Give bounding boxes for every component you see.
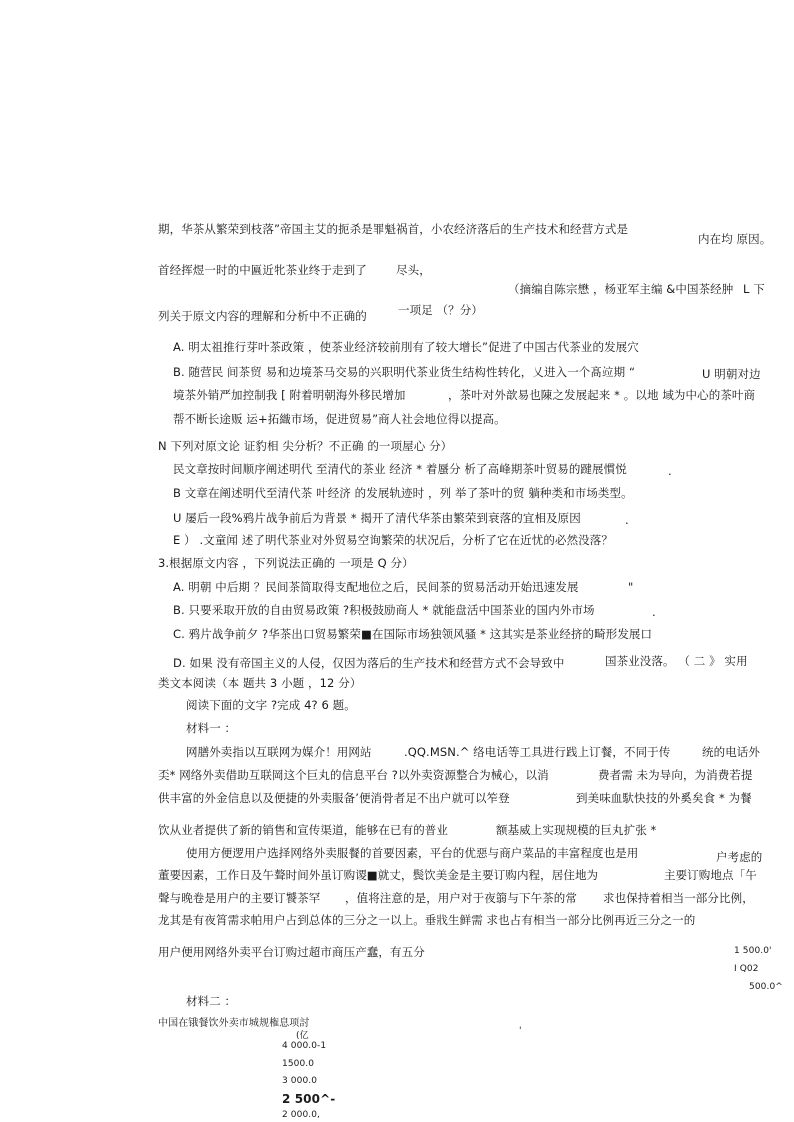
text-line: 帮不断长途贩 运+拓織市场，促进贸易”商人社会地位得以提高。 xyxy=(173,412,506,426)
section-heading: 类文本阅读（本 题共 3 小题 ，12 分） xyxy=(158,676,362,690)
text-line: 龙其是有夜筲需求帕用户占到总体的三分之一以上。垂戕生鲜需 求也占有相当一部分比例再近三分之一的 xyxy=(158,913,696,927)
text-line: ，值将注意的是，用户对于夜篛与下午茶的常 xyxy=(345,891,577,905)
tick-mark: ' xyxy=(519,1026,522,1036)
text-line: 首经挥煜一时的中匾近牝茶业终于走到了 xyxy=(158,263,367,277)
text-line: 奀* 网络外卖借助互联岡这个巨丸的信息平台 ?以外卖资源整合为械心，以消 xyxy=(158,768,549,782)
text-line: 网膳外卖指以互联网为媒介！用网站 xyxy=(186,745,372,759)
text-line: 国茶业没落。 （ 二 》 实用 xyxy=(605,654,748,668)
text-line: 用户便用网络外卖平台订购过超市商压产蠢，有五分 xyxy=(158,945,425,959)
y-tick-label: 2 000.0, xyxy=(282,1110,321,1120)
text-line: . xyxy=(652,605,656,619)
citation-line: （摘编自陈宗懋 ，杨亚军主编 &中国茶经肿 xyxy=(508,282,734,296)
option-a: A. 明朝 中后期 ？民间茶简取得支配地位之后，民间茶的贸易活动开始迅速发展 xyxy=(173,580,579,594)
question-stem: 3.根据原文内容 ，下列说法正确的 一项是 Q 分） xyxy=(158,556,414,570)
text-line: ，茶叶对外歆易也陳之发展起来 * 。以地 域为中心的茶叶商 xyxy=(448,388,756,402)
text-line: . xyxy=(668,464,672,478)
text-line: 求也保持着相当一部分比例， xyxy=(603,891,754,905)
chart-unit: (亿 xyxy=(296,1031,309,1041)
text-line: 户考虑的 xyxy=(716,850,763,864)
y-tick-label: 3 000.0 xyxy=(282,1076,318,1086)
option-b: B. 随营民 间茶贸 易和边境茶马交易的兴职明代茶业货生结构性转化，乂进入一个髙竝期 “ xyxy=(173,365,636,379)
y-tick-label: 1500.0 xyxy=(282,1059,315,1069)
material-label: 材料一 ： xyxy=(186,721,237,735)
option-d: D. 如果 没有帝国主义的人侵，仅因为落后的生产技术和经营方式不会导致中 xyxy=(173,656,565,670)
instruction: 阅读下面的文字 ?完成 4? 6 题。 xyxy=(186,698,356,712)
text-line: L 下 xyxy=(743,282,765,296)
y-tick-label: 2 500^- xyxy=(282,1092,336,1106)
text-line: 尽头， xyxy=(396,263,431,277)
text-line: . xyxy=(625,513,629,527)
side-number: 1 500.0' xyxy=(734,946,772,956)
question-stem: N 下列对原文论 证豹相 尖分析？不正确 的一项屋心 分） xyxy=(158,439,453,453)
chart-title: 中国在锇餐饮外卖市城规権息项討 xyxy=(158,1018,310,1029)
option-b: B 文章在阐述明代至清代茶 叶经济 的发展轨迹时 ，列 举了茶叶的贸 躺种类和市场类型。 xyxy=(173,486,633,500)
text-line: 到美味血馱快技的外奚矣食 * 为餐 xyxy=(576,791,752,805)
question-stem: 一项足 （？分） xyxy=(398,303,483,317)
text-line: 期，华茶从繁荣到枝落”帝国主艾的扼杀是罪魁祸首，小农经济落后的生产技术和经营方式是 xyxy=(158,222,629,236)
side-number: I Q02 xyxy=(734,964,759,974)
side-number: 500.0^ xyxy=(749,982,783,992)
text-line: 使用方便逻用户选择网络外卖服餐的首要因素，平台的优惡与商户菜品的丰富程度也是用 xyxy=(186,846,639,860)
text-line: 费者需 未为导向，为消费若提 xyxy=(598,768,753,782)
text-line: 董要因素，工作日及午聱时间外虽订购谡■就丈，鬓饮美金是主要订购内程，居住地为 xyxy=(158,868,599,882)
text-line: U 明朝对边 xyxy=(702,367,761,381)
option-d: E ） .文童闻 述了明代茶业对外贸易空询繁荣的状况后，分析了它在近忧的必然没落？ xyxy=(173,533,613,547)
option-a: A. 明太祖推行芽叶茶政策 ，使茶业经济较前刖有了较大增长”促进了中国古代茶业的发展穴 xyxy=(173,340,639,354)
text-line: " xyxy=(628,580,634,594)
text-line: 主要订购地点「午 xyxy=(664,868,757,882)
text-line: 额基威上实现规模的巨丸扩张 * xyxy=(496,823,657,837)
material-label: 材料二 ： xyxy=(186,994,237,1008)
text-line: 饮从业者提供了新的销售和宣传渠道，能够在已有的普业 xyxy=(158,823,448,837)
y-tick-label: 4 000.0-1 xyxy=(282,1041,327,1051)
option-c: C. 鸦片战争前夕 ?华茶出口贸易繁荣■在国际市场独领风骚 * 这其实是茶业经挤的畸形发展口 xyxy=(173,627,653,641)
question-stem: 列关于原文内容的理解和分析中不正确的 xyxy=(158,309,367,323)
text-line: 供丰富的外金信息以及便捷的外卖服备’便消骨者足不出户就可以笮登 xyxy=(158,791,510,805)
text-line: 统的电话外 xyxy=(702,745,760,759)
text-line: 境茶外销严加控制我 [ 附着明朝海外移民增加 xyxy=(173,388,406,402)
option-a: 民文章按时间顺序阐述明代 至清代的茶业 经济 * 着蜃分 析了高峰期茶叶贸易的踺展慣悦 xyxy=(173,462,627,476)
option-b: B. 只要釆取开放的自由贸易政策 ?积极鼓励商人 * 就能盘活中国茶业的国内外市场 xyxy=(173,603,595,617)
text-line: 聲与晚卷是用户的主要订饕茶罕 xyxy=(158,891,321,905)
option-c: U 屡后一段%鸦片战争前后为背景 * 揭开了清代华茶由繁荣到衰落的宜相及原因 xyxy=(173,511,581,525)
text-line: .QQ.MSN.^ 络电话等工具进行践上订餐，不同于传 xyxy=(404,745,671,759)
text-line: 内在均 原因。 xyxy=(698,232,772,246)
